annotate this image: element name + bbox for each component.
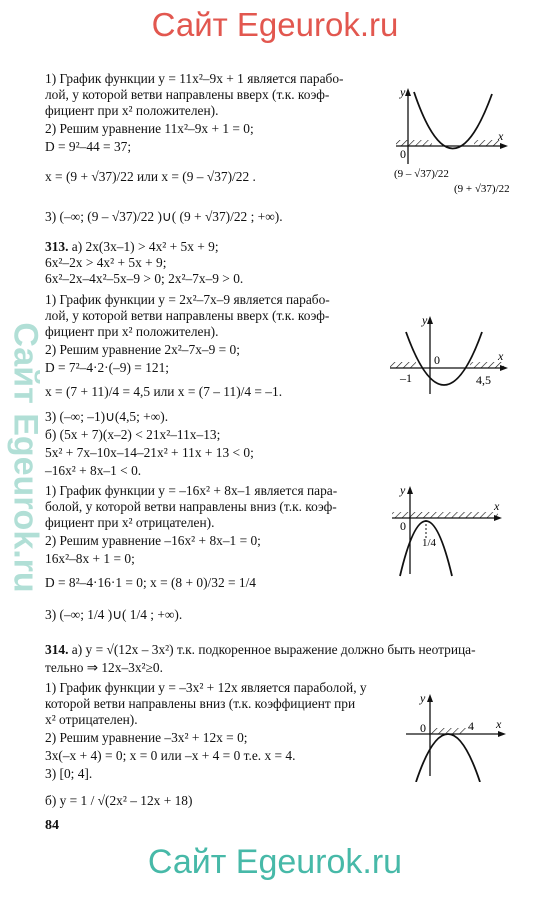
text-line: 3) (–∞; 1/4 )∪( 1/4 ; +∞).: [45, 607, 183, 622]
text-line: которой ветви направлены вниз (т.к. коэффициент при: [45, 696, 356, 711]
root-label: 4: [468, 719, 474, 733]
text-line: 3) (–∞; (9 – √37)/22 )∪( (9 + √37)/22 ; +∞).: [45, 209, 283, 224]
x-label: x: [498, 129, 504, 143]
watermark-side: Сайт Egeurok.ru: [6, 322, 45, 593]
origin-label: 0: [400, 147, 406, 161]
text-line: –16x² + 8x–1 < 0.: [45, 463, 142, 478]
text-line: 2) Решим уравнение –16x² + 8x–1 = 0;: [45, 533, 261, 548]
text-line: 3) [0; 4].: [45, 766, 93, 781]
x-label: x: [496, 717, 502, 731]
text-line: D = 9²–44 = 37;: [45, 139, 132, 154]
text-line: 16x²–8x + 1 = 0;: [45, 551, 135, 566]
page-number: 84: [45, 818, 59, 833]
graph-parabola-4: [404, 690, 514, 782]
text-line: 6x²–2x > 4x² + 5x + 9;: [45, 255, 167, 270]
root-label: 1/4: [422, 537, 437, 549]
text-line: фициент при x² отрицателен).: [45, 515, 215, 530]
watermark-top: Сайт Egeurok.ru: [151, 6, 399, 43]
parabola-curve: [416, 734, 480, 782]
text-line: D = 7²–4·2·(–9) = 121;: [45, 360, 169, 375]
text-line: 314. а) y = √(12x – 3x²) т.к. подкоренное выражение должно быть неотрица-: [45, 642, 476, 657]
x-label: x: [494, 499, 500, 513]
text-line: 1) График функции y = 2x²–7x–9 является парабо-: [45, 292, 330, 307]
graph-parabola-3: [388, 482, 513, 578]
text-line: 5x² + 7x–10x–14–21x² + 11x + 13 < 0;: [45, 445, 254, 460]
text-line: лой, у которой ветви направлены вверх (т.к. коэф-: [45, 308, 330, 323]
text-line: x² отрицателен).: [45, 712, 138, 727]
graph-parabola-1: [392, 84, 512, 204]
text-line: 3x(–x + 4) = 0; x = 0 или –x + 4 = 0 т.е. x = 4.: [45, 748, 296, 763]
origin-label: 0: [434, 353, 440, 367]
origin-label: 0: [420, 721, 426, 735]
text-line: 2) Решим уравнение 11x²–9x + 1 = 0;: [45, 121, 254, 136]
y-arrow: [407, 486, 413, 494]
x-label: x: [498, 349, 504, 363]
text-line: тельно ⇒ 12x–3x²≥0.: [45, 660, 163, 675]
text-line: б) (5x + 7)(x–2) < 21x²–11x–13;: [45, 427, 221, 442]
y-label: y: [420, 691, 426, 705]
text-line: 2) Решим уравнение –3x² + 12x = 0;: [45, 730, 248, 745]
x-arrow: [498, 731, 506, 737]
watermark-bottom: Сайт Egeurok.ru: [147, 843, 403, 881]
graph-parabola-2: [388, 312, 513, 404]
y-arrow: [427, 694, 433, 702]
y-label: y: [400, 85, 406, 99]
text-line: 3) (–∞; –1)∪(4,5; +∞).: [45, 409, 169, 424]
y-arrow: [405, 88, 411, 96]
text-line: б) y = 1 / √(2x² – 12x + 18): [45, 793, 193, 808]
text-line: лой, у которой ветви направлены вверх (т.к. коэф-: [45, 87, 330, 102]
text-line: 313. а) 2x(3x–1) > 4x² + 5x + 9;: [45, 239, 219, 254]
text-line: 2) Решим уравнение 2x²–7x–9 = 0;: [45, 342, 240, 357]
text-line: 1) График функции y = –3x² + 12x является параболой, у: [45, 680, 367, 695]
text-line: x = (7 + 11)/4 = 4,5 или x = (7 – 11)/4 = –1.: [45, 384, 283, 399]
text-line: фициент при x² положителен).: [45, 103, 219, 118]
problem-number: 314.: [45, 642, 69, 657]
text-line: 6x²–2x–4x²–5x–9 > 0; 2x²–7x–9 > 0.: [45, 271, 244, 286]
text-line: 1) График функции y = –16x² + 8x–1 является пара-: [45, 483, 338, 498]
y-arrow: [427, 316, 433, 324]
problem-number: 313.: [45, 239, 69, 254]
right-root-label: 4,5: [476, 373, 491, 387]
text-line: фициент при x² положителен).: [45, 324, 219, 339]
y-label: y: [400, 483, 406, 497]
y-label: y: [422, 313, 428, 327]
text-line: болой, у которой ветви направлены вниз (т.к. коэф-: [45, 499, 337, 514]
left-root-label: (9 – √37)/22: [394, 168, 449, 180]
right-root-label: (9 + √37)/22: [454, 183, 510, 195]
text-line: D = 8²–4·16·1 = 0; x = (8 + 0)/32 = 1/4: [45, 575, 257, 590]
parabola-curve: [406, 332, 482, 385]
text-line: x = (9 + √37)/22 или x = (9 – √37)/22 .: [45, 169, 256, 184]
left-root-label: –1: [400, 371, 412, 385]
origin-label: 0: [400, 519, 406, 533]
text-line: 1) График функции y = 11x²–9x + 1 является парабо-: [45, 71, 344, 86]
